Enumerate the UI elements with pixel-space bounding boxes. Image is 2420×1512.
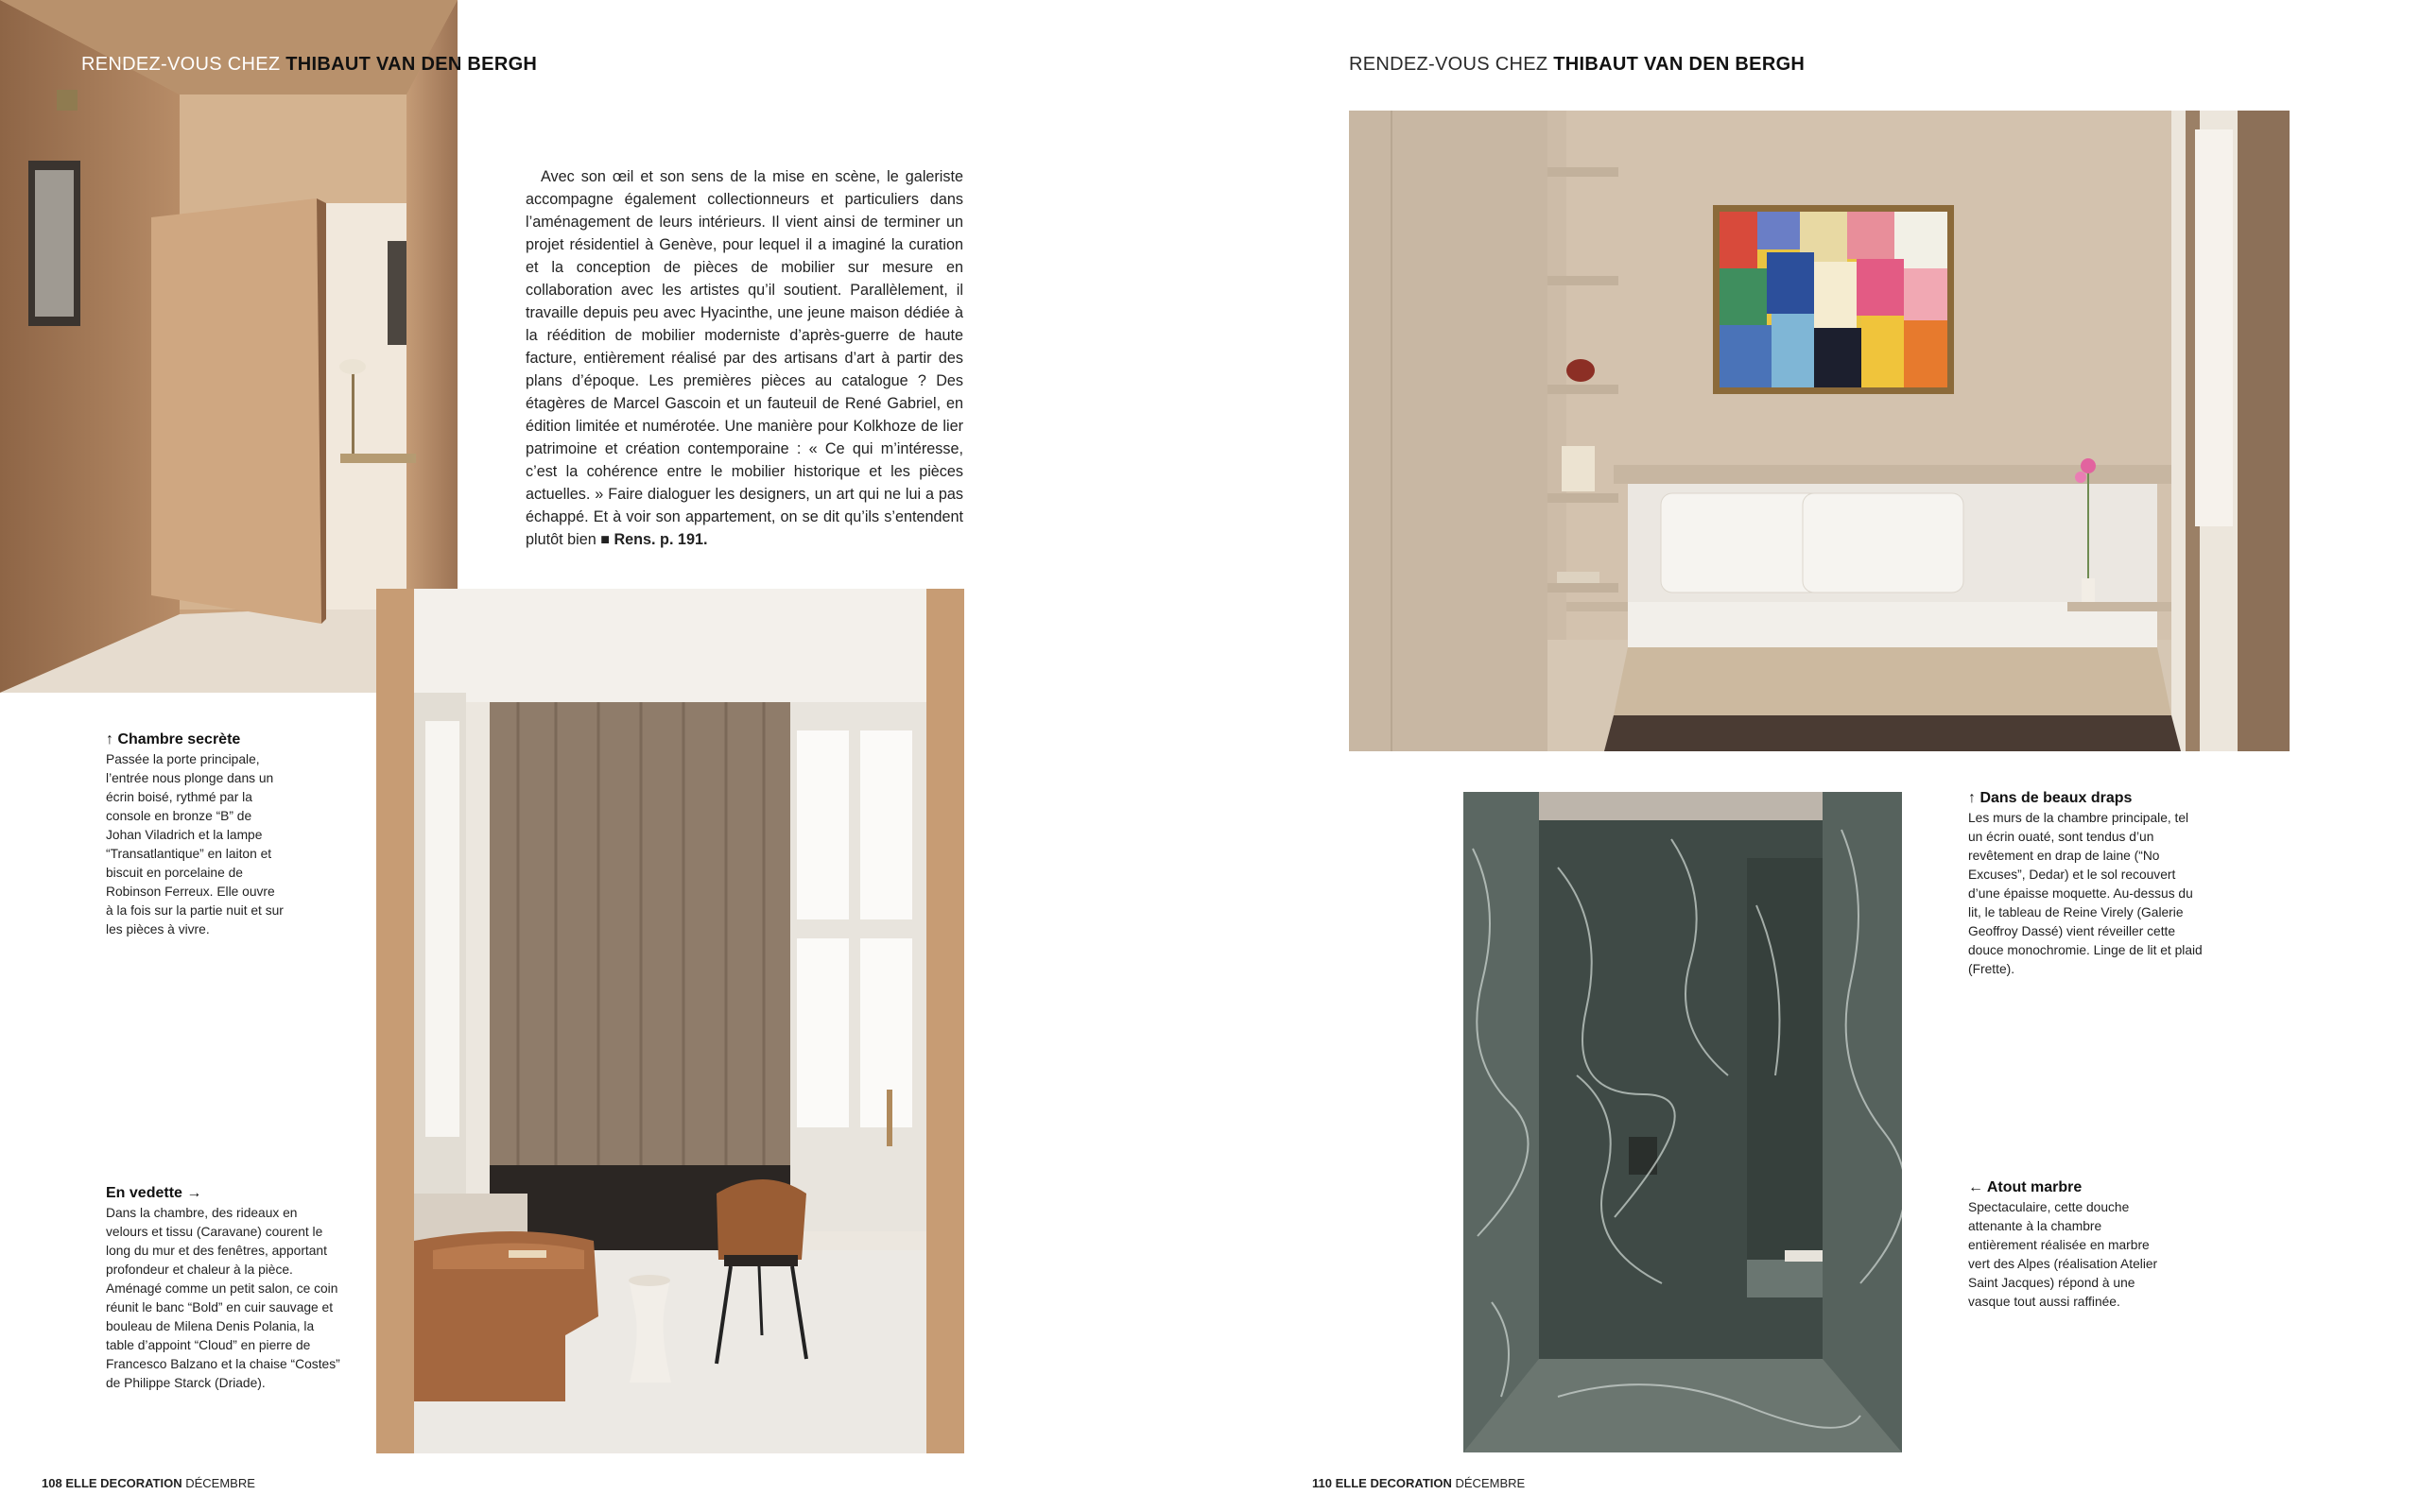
intro-text: Avec son œil et son sens de la mise en scène, le galeriste accompagne également collectionneurs et particuliers dans l’aménagement de leurs intérieurs. Il vient ainsi de terminer un projet résidentiel à Genève, pour lequel il a imaginé la curation et la conception de pièces de mobilier sur mesure en collaboration avec les artistes qu’il soutient. Parallèlement, il travaille depuis peu avec Hyacinthe, une jeune maison dédiée à la réédition de mobilier moderniste d’après-guerre de haute facture, entièrement réalisé par des artisans d’art à partir des plans d’époque. Les premières pièces au catalogue ? Des étagères de Marcel Gascoin et un fauteuil de René Gabriel, en édition limitée et numérotée. Une manière pour Kolkhoze de lier patrimoine et création contemporaine : « Ce qui m’intéresse, c’est la cohérence entre le mobilier historique et les pièces actuelles. » Faire dialoguer les designers, un art qui ne lui a pas échappé. Et à voir son appartement, on se dit qu’ils s’entendent plutôt bien <box>526 168 963 548</box>
caption-body: Passée la porte principale, l’entrée nous plonge dans un écrin boisé, rythmé par la console en bronze “B” de Johan Viladrich et la lampe “Transatlantique” en laiton et biscuit en porcelaine de Robinson Ferreux. Elle ouvre à la fois sur la partie nuit et sur les pièces à vivre. <box>106 752 284 936</box>
header-name: THIBAUT VAN DEN BERGH <box>285 54 538 75</box>
caption-chambre-secrete <box>106 731 285 939</box>
caption-en-vedette <box>106 1185 340 1393</box>
intro-ref: ■ Rens. p. 191. <box>596 531 708 548</box>
caption-title: ↑ Chambre secrète <box>106 731 241 747</box>
folio-left <box>42 1476 255 1490</box>
folio-right <box>1312 1476 1525 1490</box>
caption-atout-marbre <box>1968 1179 2171 1312</box>
header-prefix: RENDEZ-VOUS CHEZ <box>1349 54 1554 75</box>
intro-paragraph <box>526 165 963 551</box>
photo-main-bedroom <box>1349 111 2290 751</box>
header-prefix: RENDEZ-VOUS CHEZ <box>81 54 286 75</box>
photo-marble-shower <box>1463 792 1902 1452</box>
page-number: 110 <box>1312 1476 1332 1490</box>
page-header-left <box>81 54 537 76</box>
issue-month: DÉCEMBRE <box>185 1476 255 1490</box>
magazine-name: ELLE DECORATION <box>1335 1476 1452 1490</box>
header-name: THIBAUT VAN DEN BERGH <box>1553 54 1806 75</box>
page-header-right <box>1349 54 1805 76</box>
caption-title: ← Atout marbre <box>1968 1179 2083 1195</box>
caption-dans-de-beaux-draps <box>1968 790 2203 979</box>
issue-month: DÉCEMBRE <box>1455 1476 1526 1490</box>
caption-body: Les murs de la chambre principale, tel un écrin ouaté, sont tendus d’un revêtement en drap de laine (“No Excuses”, Dedar) et le sol recouvert d’une épaisse moquette. Au-dessus du lit, le tableau de Reine Virely (Galerie Geoffroy Dassé) vient réveiller cette douce monochromie. Linge de lit et plaid (Frette). <box>1968 811 2203 976</box>
caption-title: En vedette → <box>106 1185 202 1201</box>
caption-body: Dans la chambre, des rideaux en velours et tissu (Caravane) courent le long du mur et des fenêtres, apportant profondeur et chaleur à la pièce. Aménagé comme un petit salon, ce coin réunit le banc “Bold” en cuir sauvage et bouleau de Milena Denis Polania, la table d’appoint “Cloud” en pierre de Francesco Balzano et la chaise “Costes” de Philippe Starck (Driade). <box>106 1206 340 1390</box>
caption-title: ↑ Dans de beaux draps <box>1968 790 2133 806</box>
page-number: 108 <box>42 1476 62 1490</box>
photo-bedroom-curtain <box>376 589 964 1453</box>
caption-body: Spectaculaire, cette douche attenante à la chambre entièrement réalisée en marbre vert des Alpes (réalisation Atelier Saint Jacques) répond à une vasque tout aussi raffinée. <box>1968 1200 2158 1309</box>
magazine-name: ELLE DECORATION <box>65 1476 182 1490</box>
